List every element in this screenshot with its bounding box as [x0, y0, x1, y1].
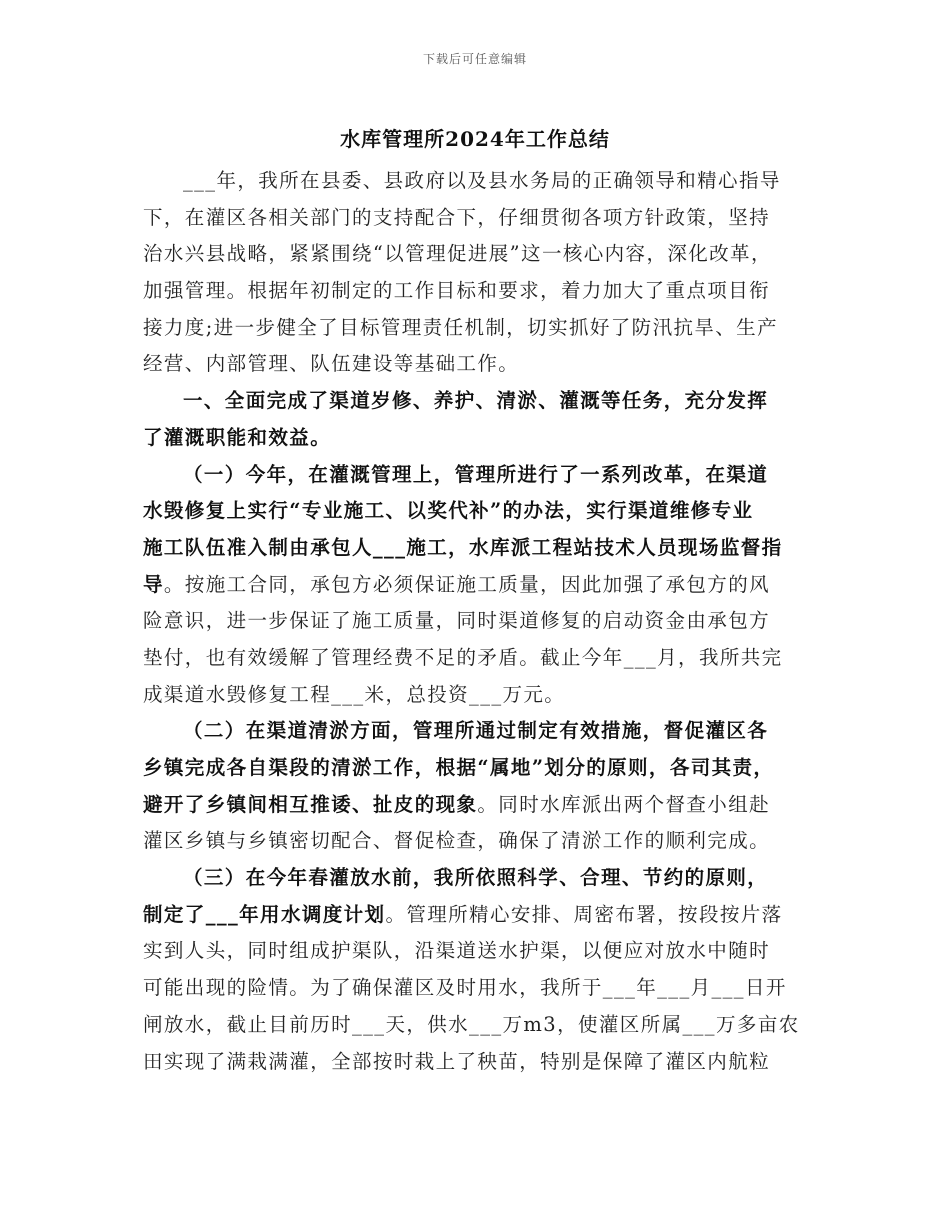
subsection-2-line: （二）在渠道清淤方面，管理所通过制定有效措施，督促灌区各	[183, 719, 769, 743]
subsection-3-line: 田实现了满栽满灌，全部按时栽上了秧苗，特别是保障了灌区内航粒	[143, 1049, 771, 1073]
subsection-1-line: （一）今年，在灌溉管理上，管理所进行了一系列改革，在渠道	[183, 462, 769, 486]
subsection-1-line: 水毁修复上实行“专业施工、以奖代补”的办法，实行渠道维修专业	[143, 499, 754, 523]
document-title: 水库管理所2024年工作总结	[340, 127, 610, 151]
page-header-note: 下载后可任意编辑	[422, 52, 527, 66]
section-heading-line: 了灌溉职能和效益。	[143, 425, 332, 449]
subsection-1-line	[143, 567, 813, 604]
paragraph-intro-line: 接力度;进一步健全了目标管理责任机制，切实抓好了防汛抗旱、生产	[143, 315, 778, 339]
subsection-2-line: 乡镇完成各自渠段的清淤工作，根据“属地”划分的原则，各司其责，	[143, 756, 775, 779]
section-heading-line: 一、全面完成了渠道岁修、养护、清淤、灌溉等任务，充分发挥	[183, 389, 769, 413]
paragraph-intro-line: 治水兴县战略，紧紧围绕“以管理促进展”这一核心内容，深化改革，	[143, 242, 772, 266]
subsection-1-line: 施工队伍准入制由承包人___施工，水库派工程站技术人员现场监督指	[143, 535, 783, 559]
subsection-1-line: 成渠道水毁修复工程___米，总投资___万元。	[143, 682, 566, 706]
paragraph-intro-line: 经营、内部管理、队伍建设等基础工作。	[143, 352, 520, 376]
paragraph-intro-line: 下，在灌区各相关部门的支持配合下，仔细贯彻各项方针政策，坚持	[143, 205, 771, 229]
subsection-2-line: 灌区乡镇与乡镇密切配合、督促检查，确保了清淤工作的顺利完成。	[143, 829, 771, 853]
subsection-3-bold-tail: 制定了___年用水调度计划	[143, 902, 386, 926]
subsection-1-text: 。按施工合同，承包方必须保证施工质量，因此加强了承包方的风	[163, 572, 771, 596]
subsection-3-line: 实到人头，同时组成护渠队，沿渠道送水护渠，以便应对放水中随时	[143, 939, 771, 963]
document-body	[143, 163, 813, 1080]
subsection-3-line: 可能出现的险情。为了确保灌区及时用水，我所于___年___月___日开	[143, 976, 787, 1000]
subsection-2-bold-tail: 避开了乡镇间相互推诿、扯皮的现象	[143, 792, 478, 816]
subsection-1-bold-tail: 导	[143, 572, 164, 596]
subsection-3-text: 。管理所精心安排、周密布署，按段按片落	[385, 902, 783, 926]
subsection-3-line	[143, 897, 813, 934]
subsection-2-text: 。同时水库派出两个督查小组赴	[477, 792, 771, 816]
subsection-3-line: 闸放水，截止目前历时___天，供水___万m3，使灌区所属___万多亩农	[143, 1012, 800, 1036]
paragraph-intro-line: 加强管理。根据年初制定的工作目标和要求，着力加大了重点项目衔	[143, 279, 771, 303]
subsection-1-line: 险意识，进一步保证了施工质量，同时渠道修复的启动资金由承包方	[143, 609, 771, 633]
paragraph-intro-line: ___年，我所在县委、县政府以及县水务局的正确领导和精心指导	[183, 169, 781, 192]
subsection-1-line: 垫付，也有效缓解了管理经费不足的矛盾。截止今年___月，我所共完	[143, 645, 783, 669]
subsection-2-line	[143, 787, 813, 824]
subsection-3-line: （三）在今年春灌放水前，我所依照科学、合理、节约的原则，	[183, 866, 769, 890]
